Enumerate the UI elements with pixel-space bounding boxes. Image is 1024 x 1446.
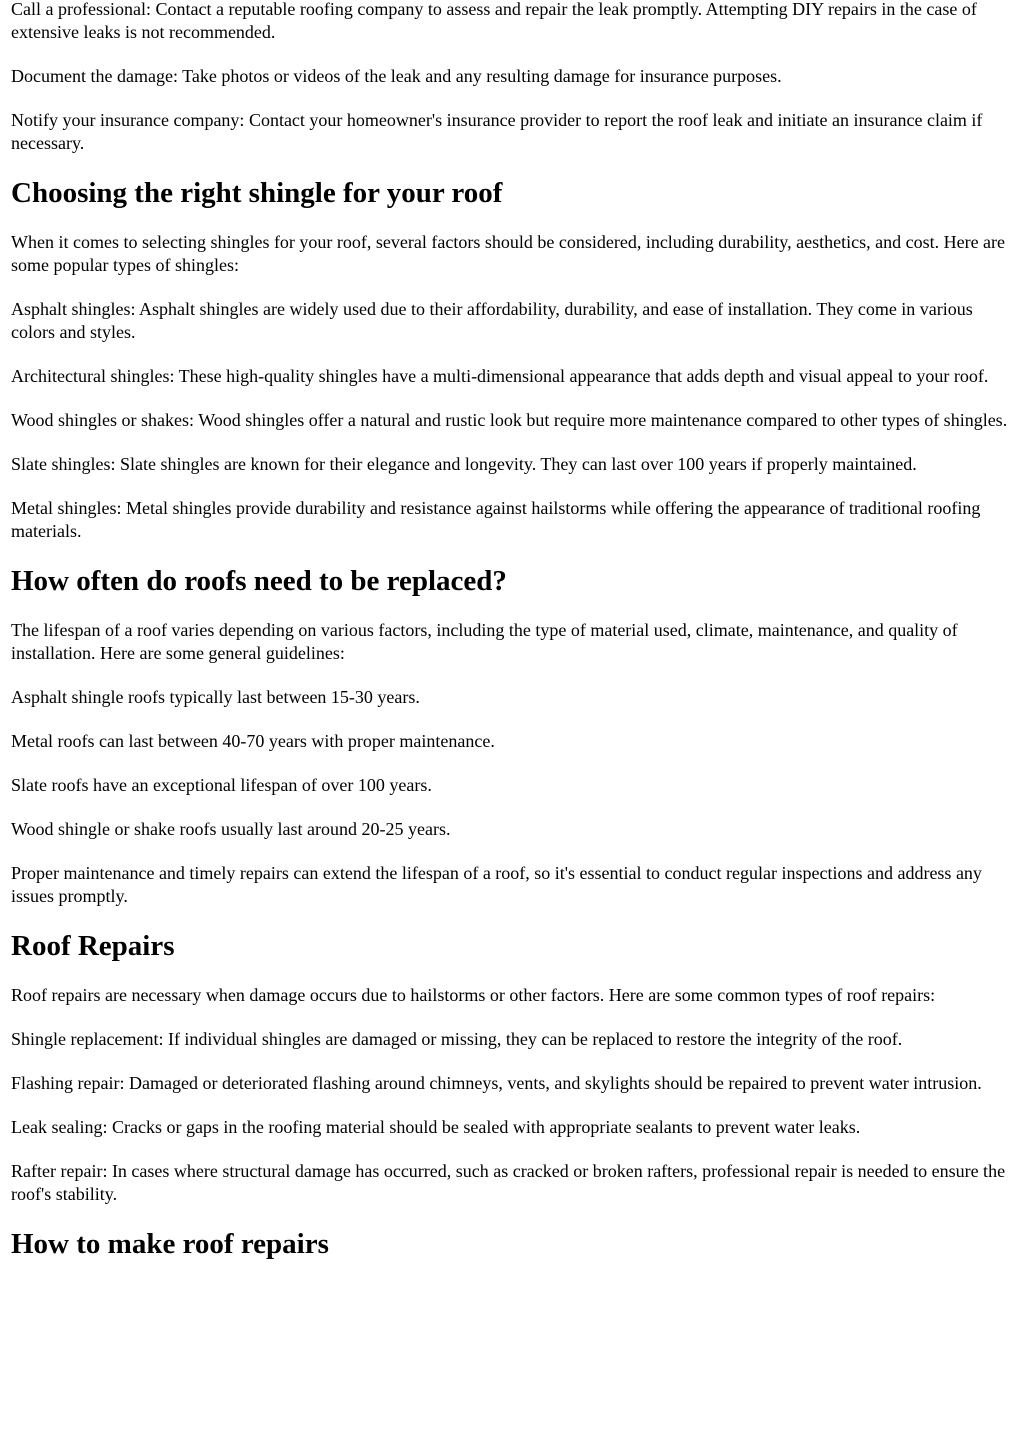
- paragraph-slate-shingles: Slate shingles: Slate shingles are known for their elegance and longevity. They can last over 100 years if properly maintained.: [11, 454, 917, 474]
- paragraph-shingle-intro: When it comes to selecting shingles for your roof, several factors should be considered, including durability, aesthetics, and cost. Here are some popular types of shingles:: [11, 232, 1006, 275]
- paragraph-architectural-shingles: Architectural shingles: These high-quality shingles have a multi-dimensional appearance that adds depth and visual appeal to your roof.: [11, 366, 989, 386]
- paragraph-wood-lifespan: Wood shingle or shake roofs usually last around 20-25 years.: [11, 819, 451, 839]
- paragraph-shingle-replacement: Shingle replacement: If individual shingles are damaged or missing, they can be replaced to restore the integrity of the roof.: [11, 1029, 903, 1049]
- heading-choosing-shingle: Choosing the right shingle for your roof: [11, 177, 503, 209]
- paragraph-metal-shingles: Metal shingles: Metal shingles provide durability and resistance against hailstorms while offering the appearance of traditional roofing materials.: [11, 498, 981, 541]
- paragraph-lifespan-intro: The lifespan of a roof varies depending on various factors, including the type of material used, climate, maintenance, and quality of installation. Here are some general guidelines:: [11, 620, 958, 663]
- heading-roof-repairs: Roof Repairs: [11, 930, 175, 962]
- paragraph-maintenance: Proper maintenance and timely repairs can extend the lifespan of a roof, so it's essential to conduct regular inspections and address any issues promptly.: [11, 863, 982, 906]
- paragraph-asphalt-lifespan: Asphalt shingle roofs typically last between 15-30 years.: [11, 687, 420, 707]
- paragraph-wood-shingles: Wood shingles or shakes: Wood shingles offer a natural and rustic look but require more maintenance compared to other types of shingles.: [11, 410, 1008, 430]
- paragraph-slate-lifespan: Slate roofs have an exceptional lifespan of over 100 years.: [11, 775, 432, 795]
- paragraph-rafter-repair: Rafter repair: In cases where structural damage has occurred, such as cracked or broken rafters, professional repair is needed to ensure the roof's stability.: [11, 1161, 1006, 1204]
- heading-roof-replacement: How often do roofs need to be replaced?: [11, 565, 507, 597]
- paragraph-call-professional: Call a professional: Contact a reputable roofing company to assess and repair the leak promptly. Attempting DIY repairs in the case of extensive leaks is not recommended.: [11, 0, 977, 42]
- paragraph-flashing-repair: Flashing repair: Damaged or deteriorated flashing around chimneys, vents, and skylights should be repaired to prevent water intrusion.: [11, 1073, 982, 1093]
- paragraph-document-damage: Document the damage: Take photos or videos of the leak and any resulting damage for insurance purposes.: [11, 66, 782, 86]
- paragraph-notify-insurance: Notify your insurance company: Contact your homeowner's insurance provider to report the roof leak and initiate an insurance claim if necessary.: [11, 110, 983, 153]
- paragraph-repairs-intro: Roof repairs are necessary when damage occurs due to hailstorms or other factors. Here are some common types of roof repairs:: [11, 985, 936, 1005]
- paragraph-asphalt-shingles: Asphalt shingles: Asphalt shingles are widely used due to their affordability, durability, and ease of installation. They come in various colors and styles.: [11, 299, 973, 342]
- heading-how-to-repair: How to make roof repairs: [11, 1228, 329, 1260]
- paragraph-leak-sealing: Leak sealing: Cracks or gaps in the roofing material should be sealed with appropriate sealants to prevent water leaks.: [11, 1117, 861, 1137]
- paragraph-metal-lifespan: Metal roofs can last between 40-70 years with proper maintenance.: [11, 731, 495, 751]
